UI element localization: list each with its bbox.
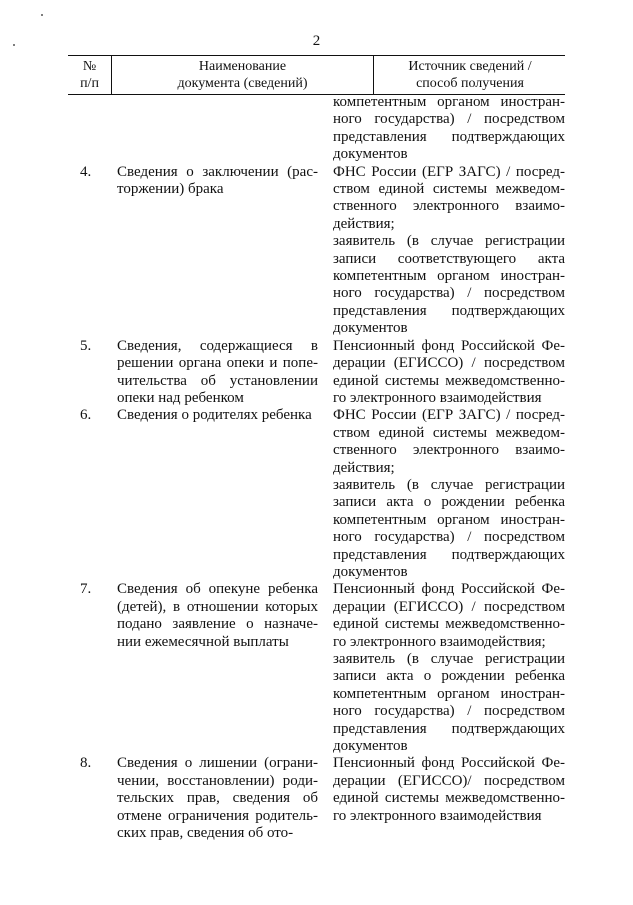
source-line: единой системы межведомственно- (333, 790, 565, 807)
document-name-line: нии ежемесячной выплаты (117, 633, 289, 650)
source-line: заявитель (в случае регистрации (333, 233, 565, 250)
document-name-line: Сведения о лишении (ограни- (117, 755, 318, 772)
source-line: компетентным органом иностран- (333, 94, 565, 110)
document-name-line: отмене ограничения родитель- (117, 807, 318, 824)
source-line: дерации (ЕГИССО)/ посредством (333, 772, 565, 789)
document-name-cell (117, 581, 318, 651)
table-row (68, 94, 565, 164)
source-line: единой системы межведомственно- (333, 616, 565, 633)
source-line: дерации (ЕГИССО) / посредством (333, 355, 565, 372)
header-text: способ получения (416, 76, 524, 91)
document-name-cell (117, 755, 318, 842)
table-body (68, 94, 565, 842)
header-source-column (373, 56, 566, 94)
document-name-cell (117, 338, 318, 408)
source-line: представления подтверждающих (333, 546, 565, 563)
source-line: ством единой системы межведом- (333, 181, 565, 198)
source-line: записи акта о рождении ребенка (333, 668, 565, 685)
source-line: действия; (333, 215, 395, 232)
source-cell (333, 581, 565, 755)
source-cell (333, 164, 565, 338)
source-line: заявитель (в случае регистрации (333, 651, 565, 667)
source-line: ственного электронного взаимо- (333, 198, 565, 215)
source-cell (333, 407, 565, 581)
source-line: го электронного взаимодействия (333, 389, 542, 406)
source-line: представления подтверждающих (333, 720, 565, 737)
document-name-line: Сведения, содержащиеся в (117, 337, 318, 354)
page-number: 2 (312, 33, 321, 49)
source-cell (333, 94, 565, 164)
document-name-line: Сведения о заключении (рас- (117, 163, 318, 180)
source-line: записи акта о рождении ребенка (333, 494, 565, 511)
source-line: Пенсионный фонд Российской Фе- (333, 755, 565, 772)
table-row (68, 338, 565, 408)
row-number: 7. (80, 581, 92, 598)
source-line: компетентным органом иностран- (333, 511, 565, 528)
source-line: ного государства) / посредством (333, 111, 565, 128)
document-name-line: Сведения об опекуне ребенка (117, 581, 318, 598)
source-line: единой системы межведомственно- (333, 372, 565, 389)
table-row (68, 581, 565, 755)
header-text: п/п (80, 76, 99, 91)
source-line: го электронного взаимодействия; (333, 633, 546, 650)
source-line: документов (333, 146, 408, 163)
scan-speck (13, 44, 15, 46)
header-text: Наименование (198, 59, 287, 74)
source-line: записи соответствующего акта (333, 250, 565, 267)
source-line: представления подтверждающих (333, 128, 565, 145)
source-line: ственного электронного взаимо- (333, 442, 565, 459)
source-line: компетентным органом иностран- (333, 268, 565, 285)
document-name-line: ских прав, сведения об ото- (117, 825, 294, 842)
document-name-line: решении органа опеки и попе- (117, 355, 318, 372)
source-line: ного государства) / посредством (333, 529, 565, 546)
table-row (68, 755, 565, 842)
table-row (68, 164, 565, 338)
source-cell (333, 755, 565, 825)
document-name-cell (117, 164, 318, 199)
document-name-line: чительства об установлении (117, 372, 318, 389)
source-line: представления подтверждающих (333, 302, 565, 319)
document-name-line: чении, восстановлении) роди- (117, 772, 318, 789)
source-line: заявитель (в случае регистрации (333, 476, 565, 493)
header-number-column (68, 56, 111, 94)
document-name-cell (117, 407, 318, 424)
document-name-line: торжении) брака (117, 181, 224, 198)
source-line: Пенсионный фонд Российской Фе- (333, 337, 565, 354)
source-line: документов (333, 563, 408, 580)
row-number: 5. (80, 337, 92, 354)
source-line: ФНС России (ЕГР ЗАГС) / посред- (333, 163, 565, 180)
document-name-line: Сведения о родителях ребенка (117, 407, 312, 424)
row-number: 6. (80, 407, 92, 424)
header-text: № (82, 59, 97, 74)
document-name-line: подано заявление о назначе- (117, 616, 318, 633)
source-cell (333, 338, 565, 408)
source-line: го электронного взаимодействия (333, 807, 542, 824)
document-name-line: опеки над ребенком (117, 389, 244, 406)
document-name-line: (детей), в отношении которых (117, 598, 318, 615)
source-line: действия; (333, 459, 395, 476)
header-name-column (111, 56, 373, 94)
source-line: дерации (ЕГИССО) / посредством (333, 598, 565, 615)
table-row (68, 407, 565, 581)
header-text: Источник сведений / (408, 59, 532, 74)
source-line: Пенсионный фонд Российской Фе- (333, 581, 565, 598)
source-line: ного государства) / посредством (333, 703, 565, 720)
source-line: документов (333, 738, 408, 755)
table-header (68, 55, 565, 95)
source-line: документов (333, 320, 408, 337)
row-number: 4. (80, 163, 92, 180)
source-line: ФНС России (ЕГР ЗАГС) / посред- (333, 407, 565, 424)
source-line: ного государства) / посредством (333, 285, 565, 302)
scan-speck (41, 14, 43, 16)
source-line: ством единой системы межведом- (333, 424, 565, 441)
document-name-line: тельских прав, сведения об (117, 790, 318, 807)
source-line: компетентным органом иностран- (333, 685, 565, 702)
row-number: 8. (80, 755, 92, 772)
header-text: документа (сведений) (177, 76, 308, 91)
